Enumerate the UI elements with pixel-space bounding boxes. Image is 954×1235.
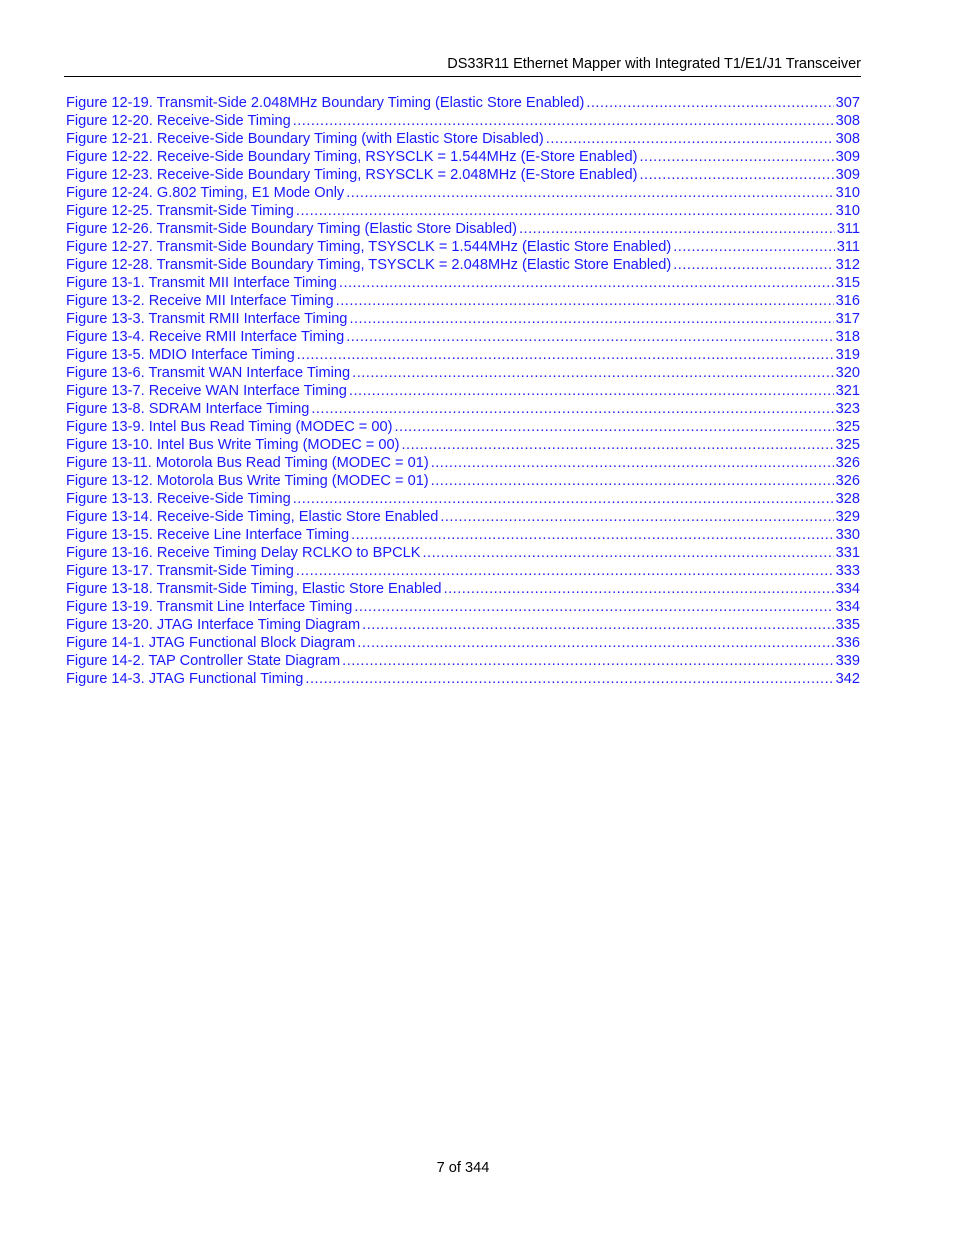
page-header bbox=[64, 56, 861, 77]
toc-entry-page-number[interactable]: 317 bbox=[835, 311, 860, 327]
toc-entry-link[interactable] bbox=[66, 328, 860, 346]
toc-entry-link[interactable] bbox=[66, 436, 860, 454]
toc-entry-page-number[interactable]: 335 bbox=[835, 617, 860, 633]
toc-entry-link[interactable] bbox=[66, 580, 860, 598]
toc-entry-page-number[interactable]: 325 bbox=[835, 419, 860, 435]
toc-entry-page-number[interactable]: 329 bbox=[835, 509, 860, 525]
dot-leader bbox=[673, 238, 834, 256]
toc-entry-page-number[interactable]: 325 bbox=[835, 437, 860, 453]
toc-entry-page-number[interactable]: 310 bbox=[835, 203, 860, 219]
dot-leader bbox=[357, 634, 833, 652]
toc-entry-page-number[interactable]: 323 bbox=[835, 401, 860, 417]
toc-entry-page-number[interactable]: 330 bbox=[835, 527, 860, 543]
toc-entry-title[interactable]: Figure 13-13. Receive-Side Timing bbox=[66, 491, 291, 507]
toc-entry-title[interactable]: Figure 13-19. Transmit Line Interface Timing bbox=[66, 599, 353, 615]
dot-leader bbox=[339, 274, 834, 292]
toc-entry-link[interactable] bbox=[66, 382, 860, 400]
toc-entry-link[interactable] bbox=[66, 508, 860, 526]
dot-leader bbox=[431, 472, 834, 490]
dot-leader bbox=[297, 346, 834, 364]
toc-entry-page-number[interactable]: 309 bbox=[835, 149, 860, 165]
toc-entry-title[interactable]: Figure 13-17. Transmit-Side Timing bbox=[66, 563, 294, 579]
toc-entry-title[interactable]: Figure 13-11. Motorola Bus Read Timing (MODEC = 01) bbox=[66, 455, 429, 471]
toc-entry-title[interactable]: Figure 13-12. Motorola Bus Write Timing (MODEC = 01) bbox=[66, 473, 429, 489]
dot-leader bbox=[444, 580, 834, 598]
toc-entry-page-number[interactable]: 309 bbox=[835, 167, 860, 183]
toc-entry-page-number[interactable]: 321 bbox=[835, 383, 860, 399]
dot-leader bbox=[346, 184, 833, 202]
toc-entry-page-number[interactable]: 328 bbox=[835, 491, 860, 507]
dot-leader bbox=[305, 670, 833, 688]
toc-entry-title[interactable]: Figure 13-6. Transmit WAN Interface Timing bbox=[66, 365, 351, 381]
toc-entry-title[interactable]: Figure 12-22. Receive-Side Boundary Timing, RSYSCLK = 1.544MHz (E-Store Enabled) bbox=[66, 149, 638, 165]
toc-entry-title[interactable]: Figure 14-3. JTAG Functional Timing bbox=[66, 671, 304, 687]
dot-leader bbox=[401, 436, 833, 454]
dot-leader bbox=[354, 598, 833, 616]
toc-entry-link[interactable] bbox=[66, 544, 860, 562]
toc-entry-link[interactable] bbox=[66, 454, 860, 472]
toc-entry-link[interactable] bbox=[66, 184, 860, 202]
toc-entry-link[interactable] bbox=[66, 166, 860, 184]
toc-entry-page-number[interactable]: 311 bbox=[836, 221, 860, 237]
toc-entry-title[interactable]: Figure 13-8. SDRAM Interface Timing bbox=[66, 401, 310, 417]
toc-entry-title[interactable]: Figure 13-14. Receive-Side Timing, Elastic Store Enabled bbox=[66, 509, 439, 525]
list-of-figures bbox=[66, 94, 860, 688]
dot-leader bbox=[296, 562, 834, 580]
dot-leader bbox=[673, 256, 833, 274]
toc-entry-link[interactable] bbox=[66, 364, 860, 382]
toc-entry-title[interactable]: Figure 12-26. Transmit-Side Boundary Timing (Elastic Store Disabled) bbox=[66, 221, 517, 237]
toc-entry-page-number[interactable]: 319 bbox=[835, 347, 860, 363]
toc-entry-page-number[interactable]: 334 bbox=[835, 599, 860, 615]
toc-entry-title[interactable]: Figure 13-10. Intel Bus Write Timing (MODEC = 00) bbox=[66, 437, 400, 453]
dot-leader bbox=[519, 220, 835, 238]
dot-leader bbox=[351, 526, 834, 544]
toc-entry-title[interactable]: Figure 13-2. Receive MII Interface Timing bbox=[66, 293, 334, 309]
toc-entry-title[interactable]: Figure 13-20. JTAG Interface Timing Diagram bbox=[66, 617, 361, 633]
toc-entry-title[interactable]: Figure 13-7. Receive WAN Interface Timing bbox=[66, 383, 347, 399]
toc-entry-title[interactable]: Figure 13-5. MDIO Interface Timing bbox=[66, 347, 295, 363]
dot-leader bbox=[296, 202, 834, 220]
toc-entry-title[interactable]: Figure 12-24. G.802 Timing, E1 Mode Only bbox=[66, 185, 345, 201]
toc-entry-page-number[interactable]: 336 bbox=[835, 635, 860, 651]
dot-leader bbox=[422, 544, 833, 562]
toc-entry-title[interactable]: Figure 14-1. JTAG Functional Block Diagram bbox=[66, 635, 356, 651]
toc-entry-link[interactable] bbox=[66, 598, 860, 616]
toc-entry-page-number[interactable]: 308 bbox=[835, 113, 860, 129]
toc-entry-title[interactable]: Figure 13-9. Intel Bus Read Timing (MODEC = 00) bbox=[66, 419, 393, 435]
toc-entry-page-number[interactable]: 331 bbox=[835, 545, 860, 561]
toc-entry-page-number[interactable]: 339 bbox=[835, 653, 860, 669]
toc-entry-title[interactable]: Figure 12-21. Receive-Side Boundary Timing (with Elastic Store Disabled) bbox=[66, 131, 544, 147]
toc-entry-link[interactable] bbox=[66, 616, 860, 634]
toc-entry-link[interactable] bbox=[66, 130, 860, 148]
dot-leader bbox=[440, 508, 833, 526]
toc-entry-title[interactable]: Figure 12-25. Transmit-Side Timing bbox=[66, 203, 294, 219]
toc-entry-page-number[interactable]: 326 bbox=[835, 455, 860, 471]
toc-entry-title[interactable]: Figure 12-19. Transmit-Side 2.048MHz Boundary Timing (Elastic Store Enabled) bbox=[66, 95, 585, 111]
toc-entry-page-number[interactable]: 307 bbox=[835, 95, 860, 111]
toc-entry-title[interactable]: Figure 12-23. Receive-Side Boundary Timing, RSYSCLK = 2.048MHz (E-Store Enabled) bbox=[66, 167, 638, 183]
toc-entry-title[interactable]: Figure 13-3. Transmit RMII Interface Timing bbox=[66, 311, 348, 327]
toc-entry-link[interactable] bbox=[66, 526, 860, 544]
toc-entry-title[interactable]: Figure 13-4. Receive RMII Interface Timing bbox=[66, 329, 345, 345]
dot-leader bbox=[346, 328, 833, 346]
toc-entry-link[interactable] bbox=[66, 202, 860, 220]
toc-entry-title[interactable]: Figure 13-16. Receive Timing Delay RCLKO to BPCLK bbox=[66, 545, 421, 561]
toc-entry-link[interactable] bbox=[66, 292, 860, 310]
toc-entry-page-number[interactable]: 308 bbox=[835, 131, 860, 147]
toc-entry-link[interactable] bbox=[66, 400, 860, 418]
toc-entry-title[interactable]: Figure 12-28. Transmit-Side Boundary Timing, TSYSCLK = 2.048MHz (Elastic Store Enabled) bbox=[66, 257, 672, 273]
toc-entry-link[interactable] bbox=[66, 652, 860, 670]
dot-leader bbox=[546, 130, 834, 148]
toc-entry-link[interactable] bbox=[66, 238, 860, 256]
toc-entry-title[interactable]: Figure 13-15. Receive Line Interface Timing bbox=[66, 527, 350, 543]
toc-entry-title[interactable]: Figure 12-20. Receive-Side Timing bbox=[66, 113, 291, 129]
toc-entry-link[interactable] bbox=[66, 472, 860, 490]
toc-entry-link[interactable] bbox=[66, 148, 860, 166]
toc-entry-link[interactable] bbox=[66, 562, 860, 580]
toc-entry-link[interactable] bbox=[66, 220, 860, 238]
toc-entry-link[interactable] bbox=[66, 670, 860, 688]
dot-leader bbox=[293, 112, 834, 130]
toc-entry-page-number[interactable]: 320 bbox=[835, 365, 860, 381]
toc-entry-link[interactable] bbox=[66, 418, 860, 436]
toc-entry-link[interactable] bbox=[66, 112, 860, 130]
toc-entry-page-number[interactable]: 312 bbox=[835, 257, 860, 273]
toc-entry-page-number[interactable]: 318 bbox=[835, 329, 860, 345]
toc-entry-link[interactable] bbox=[66, 94, 860, 112]
dot-leader bbox=[431, 454, 834, 472]
toc-entry-link[interactable] bbox=[66, 634, 860, 652]
dot-leader bbox=[362, 616, 833, 634]
toc-entry-page-number[interactable]: 342 bbox=[835, 671, 860, 687]
dot-leader bbox=[586, 94, 833, 112]
document-title: DS33R11 Ethernet Mapper with Integrated T1/E1/J1 Transceiver bbox=[447, 56, 861, 72]
toc-entry-link[interactable] bbox=[66, 310, 860, 328]
toc-entry-page-number[interactable]: 333 bbox=[835, 563, 860, 579]
dot-leader bbox=[352, 364, 834, 382]
dot-leader bbox=[639, 166, 833, 184]
toc-entry-page-number[interactable]: 326 bbox=[835, 473, 860, 489]
dot-leader bbox=[394, 418, 833, 436]
dot-leader bbox=[349, 310, 833, 328]
toc-entry-page-number[interactable]: 316 bbox=[835, 293, 860, 309]
page-number: 7 of 344 bbox=[436, 1160, 490, 1176]
toc-entry-page-number[interactable]: 310 bbox=[835, 185, 860, 201]
dot-leader bbox=[639, 148, 833, 166]
toc-entry-title[interactable]: Figure 12-27. Transmit-Side Boundary Timing, TSYSCLK = 1.544MHz (Elastic Store Enabled) bbox=[66, 239, 672, 255]
dot-leader bbox=[336, 292, 834, 310]
toc-entry-link[interactable] bbox=[66, 274, 860, 292]
toc-entry-link[interactable] bbox=[66, 346, 860, 364]
dot-leader bbox=[349, 382, 834, 400]
dot-leader bbox=[311, 400, 833, 418]
toc-entry-title[interactable]: Figure 13-18. Transmit-Side Timing, Elastic Store Enabled bbox=[66, 581, 442, 597]
toc-entry-title[interactable]: Figure 13-1. Transmit MII Interface Timing bbox=[66, 275, 337, 291]
dot-leader bbox=[293, 490, 834, 508]
toc-entry-page-number[interactable]: 311 bbox=[836, 239, 860, 255]
toc-entry-link[interactable] bbox=[66, 490, 860, 508]
toc-entry-page-number[interactable]: 334 bbox=[835, 581, 860, 597]
toc-entry-page-number[interactable]: 315 bbox=[835, 275, 860, 291]
toc-entry-link[interactable] bbox=[66, 256, 860, 274]
dot-leader bbox=[342, 652, 833, 670]
toc-entry-title[interactable]: Figure 14-2. TAP Controller State Diagram bbox=[66, 653, 341, 669]
